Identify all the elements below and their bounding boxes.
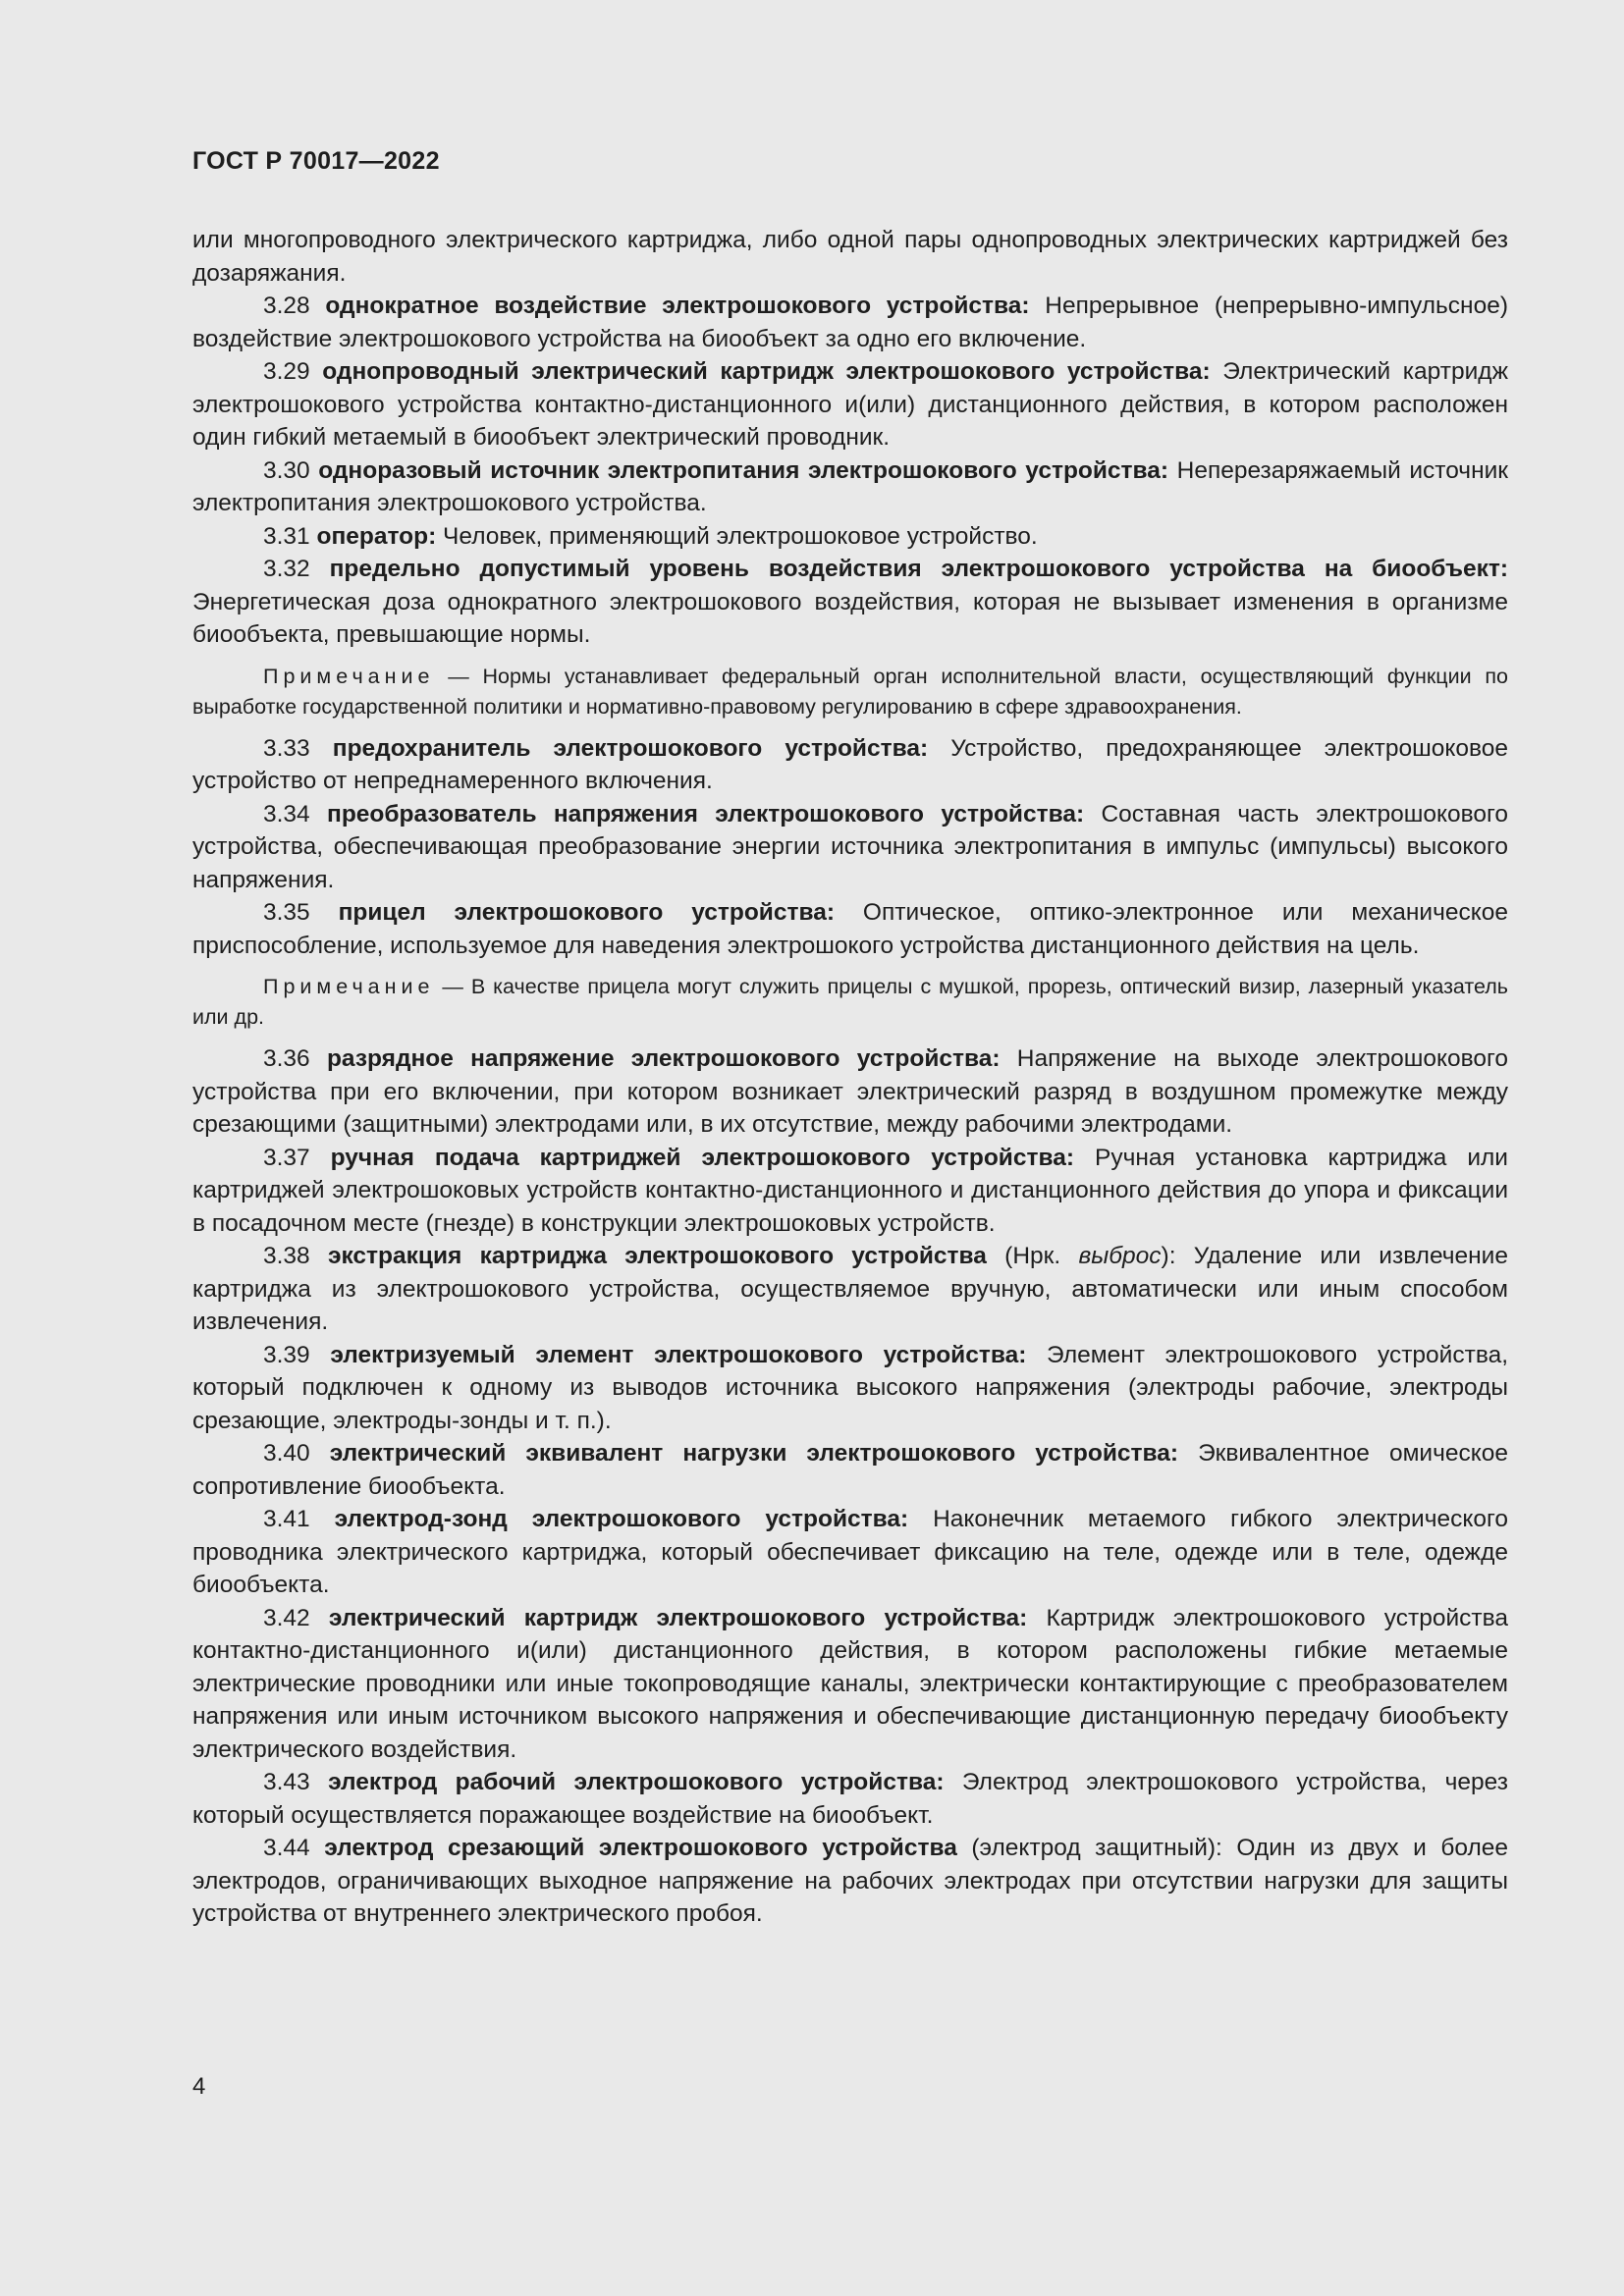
term-number: 3.36: [263, 1045, 310, 1072]
page-header: ГОСТ Р 70017—2022: [192, 147, 440, 175]
note-dash: —: [434, 975, 471, 998]
term-title: однопроводный электрический картридж электрошокового устройства:: [322, 358, 1211, 385]
term-title: электрод срезающий электрошокового устройства: [324, 1835, 957, 1861]
term-number: 3.30: [263, 456, 310, 484]
term-title: электрод-зонд электрошокового устройства:: [334, 1506, 909, 1532]
note-2: [192, 972, 1508, 1033]
term-title: ручная подача картриджей электрошокового устройства:: [330, 1144, 1075, 1171]
term-title: предельно допустимый уровень воздействия электрошокового устройства на биообъект:: [329, 556, 1508, 582]
term-note-prefix: (Нрк.: [986, 1243, 1079, 1269]
page-number: 4: [192, 2073, 206, 2100]
term-3-39: [192, 1339, 1508, 1438]
term-number: 3.37: [263, 1144, 310, 1171]
term-number: 3.43: [263, 1769, 310, 1795]
term-3-36: [192, 1042, 1508, 1142]
term-number: 3.40: [263, 1440, 310, 1467]
term-definition: Непрерывное (непрерывно-импульсное) воздействие электрошокового устройства на биообъект за одно его включение.: [192, 293, 1508, 352]
term-3-42: [192, 1602, 1508, 1767]
term-title: предохранитель электрошокового устройства:: [332, 734, 929, 762]
term-definition: Электрод электрошокового устройства, через который осуществляется поражающее воздействие на биообъект.: [192, 1769, 1508, 1829]
term-title: разрядное напряжение электрошокового устройства:: [326, 1045, 1001, 1072]
term-3-35: [192, 896, 1508, 962]
term-definition: Ручная установка картриджа или картриджей электрошоковых устройств контактно-дистанционного и дистанционного действия до упора и фиксации в посадочном месте (гнезде) в конструкции электрошоковых устройств.: [192, 1144, 1508, 1237]
term-definition: Электрический картридж электрошокового устройства контактно-дистанционного и(или) дистанционного действия, в котором расположен один гибкий метаемый в биообъект электрический проводник.: [192, 358, 1508, 451]
term-number: 3.29: [263, 358, 310, 385]
term-3-37: [192, 1142, 1508, 1241]
term-definition: Картридж электрошокового устройства контактно-дистанционного и(или) дистанционного действия, в котором расположены гибкие метаемые электрические проводники или иные токопроводящие каналы, электрически контактирующие с преобразователем напряжения или иным источником высокого напряжения и обеспечивающие дистанционную передачу биообъекту электрического воздействия.: [192, 1604, 1509, 1763]
term-3-34: [192, 798, 1508, 897]
term-3-41: [192, 1503, 1508, 1602]
term-3-38: [192, 1240, 1508, 1339]
note-dash: —: [434, 664, 483, 688]
term-title: оператор:: [316, 522, 437, 550]
term-definition: Составная часть электрошокового устройства, обеспечивающая преобразование энергии источника электропитания в импульс (импульсы) высокого напряжения.: [192, 800, 1508, 893]
term-title: электрический картридж электрошокового устройства:: [328, 1604, 1028, 1631]
term-definition: (электрод защитный): Один из двух и более электродов, ограничивающих выходное напряжение на рабочих электродах при отсутствии нагрузки для защиты устройства от внутреннего электрического пробоя.: [192, 1835, 1509, 1927]
term-definition: Наконечник метаемого гибкого электрического проводника электрического картриджа, который обеспечивает фиксацию на теле, одежде или в теле, одежде биообъекта.: [192, 1506, 1509, 1598]
document-body: [192, 224, 1508, 1931]
term-3-33: [192, 732, 1508, 798]
term-number: 3.41: [263, 1506, 310, 1532]
term-number: 3.39: [263, 1341, 310, 1368]
term-deprecated-synonym: выброс: [1078, 1243, 1162, 1269]
term-title: одноразовый источник электропитания электрошокового устройства:: [318, 456, 1169, 484]
term-definition: Элемент электрошокового устройства, который подключен к одному из выводов источника высокого напряжения (электроды рабочие, электроды срезающие, электроды-зонды и т. п.).: [192, 1341, 1509, 1434]
term-number: 3.34: [263, 800, 310, 828]
term-number: 3.31: [263, 522, 310, 550]
term-title: прицел электрошокового устройства:: [338, 899, 836, 926]
term-number: 3.44: [263, 1835, 310, 1861]
term-definition: Эквивалентное омическое сопротивление биообъекта.: [192, 1440, 1508, 1500]
term-title: преобразователь напряжения электрошокового устройства:: [327, 800, 1085, 828]
term-3-30: [192, 454, 1508, 520]
note-label: Примечание: [263, 975, 435, 998]
term-title: электрический эквивалент нагрузки электрошокового устройства:: [329, 1440, 1179, 1467]
term-definition: ): Удаление или извлечение картриджа из электрошокового устройства, осуществляемое вручную, автоматически или иным способом извлечения.: [192, 1243, 1508, 1335]
term-3-29: [192, 355, 1508, 454]
note-text: В качестве прицела могут служить прицелы с мушкой, прорезь, оптический визир, лазерный указатель или др.: [192, 975, 1509, 1029]
term-title: однократное воздействие электрошокового устройства:: [325, 293, 1030, 319]
term-3-40: [192, 1437, 1508, 1503]
term-number: 3.32: [263, 556, 310, 582]
term-3-28: [192, 290, 1508, 355]
term-3-44: [192, 1832, 1508, 1931]
term-3-43: [192, 1766, 1508, 1832]
term-definition: Оптическое, оптико-электронное или механическое приспособление, используемое для наведения электрошокого устройства дистанционного действия на цель.: [192, 899, 1508, 959]
note-label: Примечание: [263, 664, 435, 688]
term-definition: Неперезаряжаемый источник электропитания электрошокового устройства.: [192, 456, 1509, 516]
note-text: Нормы устанавливает федеральный орган исполнительной власти, осуществляющий функции по выработке государственной политики и нормативно-правовому регулированию в сфере здравоохранения.: [192, 664, 1508, 719]
term-definition: Человек, применяющий электрошоковое устройство.: [436, 522, 1038, 550]
term-number: 3.28: [263, 293, 310, 319]
intro-paragraph: или многопроводного электрического картриджа, либо одной пары однопроводных электрических картриджей без дозаряжания.: [192, 227, 1508, 287]
term-title: электризуемый элемент электрошокового устройства:: [330, 1341, 1027, 1368]
term-definition: Энергетическая доза однократного электрошокового воздействия, которая не вызывает изменения в организме биообъекта, превышающие нормы.: [192, 588, 1508, 648]
term-number: 3.33: [263, 734, 310, 762]
term-number: 3.38: [263, 1243, 310, 1269]
term-definition: Напряжение на выходе электрошокового устройства при его включении, при котором возникает электрический разряд в воздушном промежутке между срезающими (защитными) электродами или, в их отсутствие, между рабочими электродами.: [192, 1045, 1508, 1138]
term-3-31: [192, 520, 1508, 554]
term-3-32: [192, 553, 1508, 652]
term-number: 3.35: [263, 899, 310, 926]
term-number: 3.42: [263, 1604, 310, 1631]
term-title: электрод рабочий электрошокового устройства:: [328, 1769, 945, 1795]
note-1: [192, 662, 1508, 722]
term-title: экстракция картриджа электрошокового устройства: [327, 1243, 987, 1269]
term-definition: Устройство, предохраняющее электрошоковое устройство от непреднамеренного включения.: [192, 734, 1509, 794]
